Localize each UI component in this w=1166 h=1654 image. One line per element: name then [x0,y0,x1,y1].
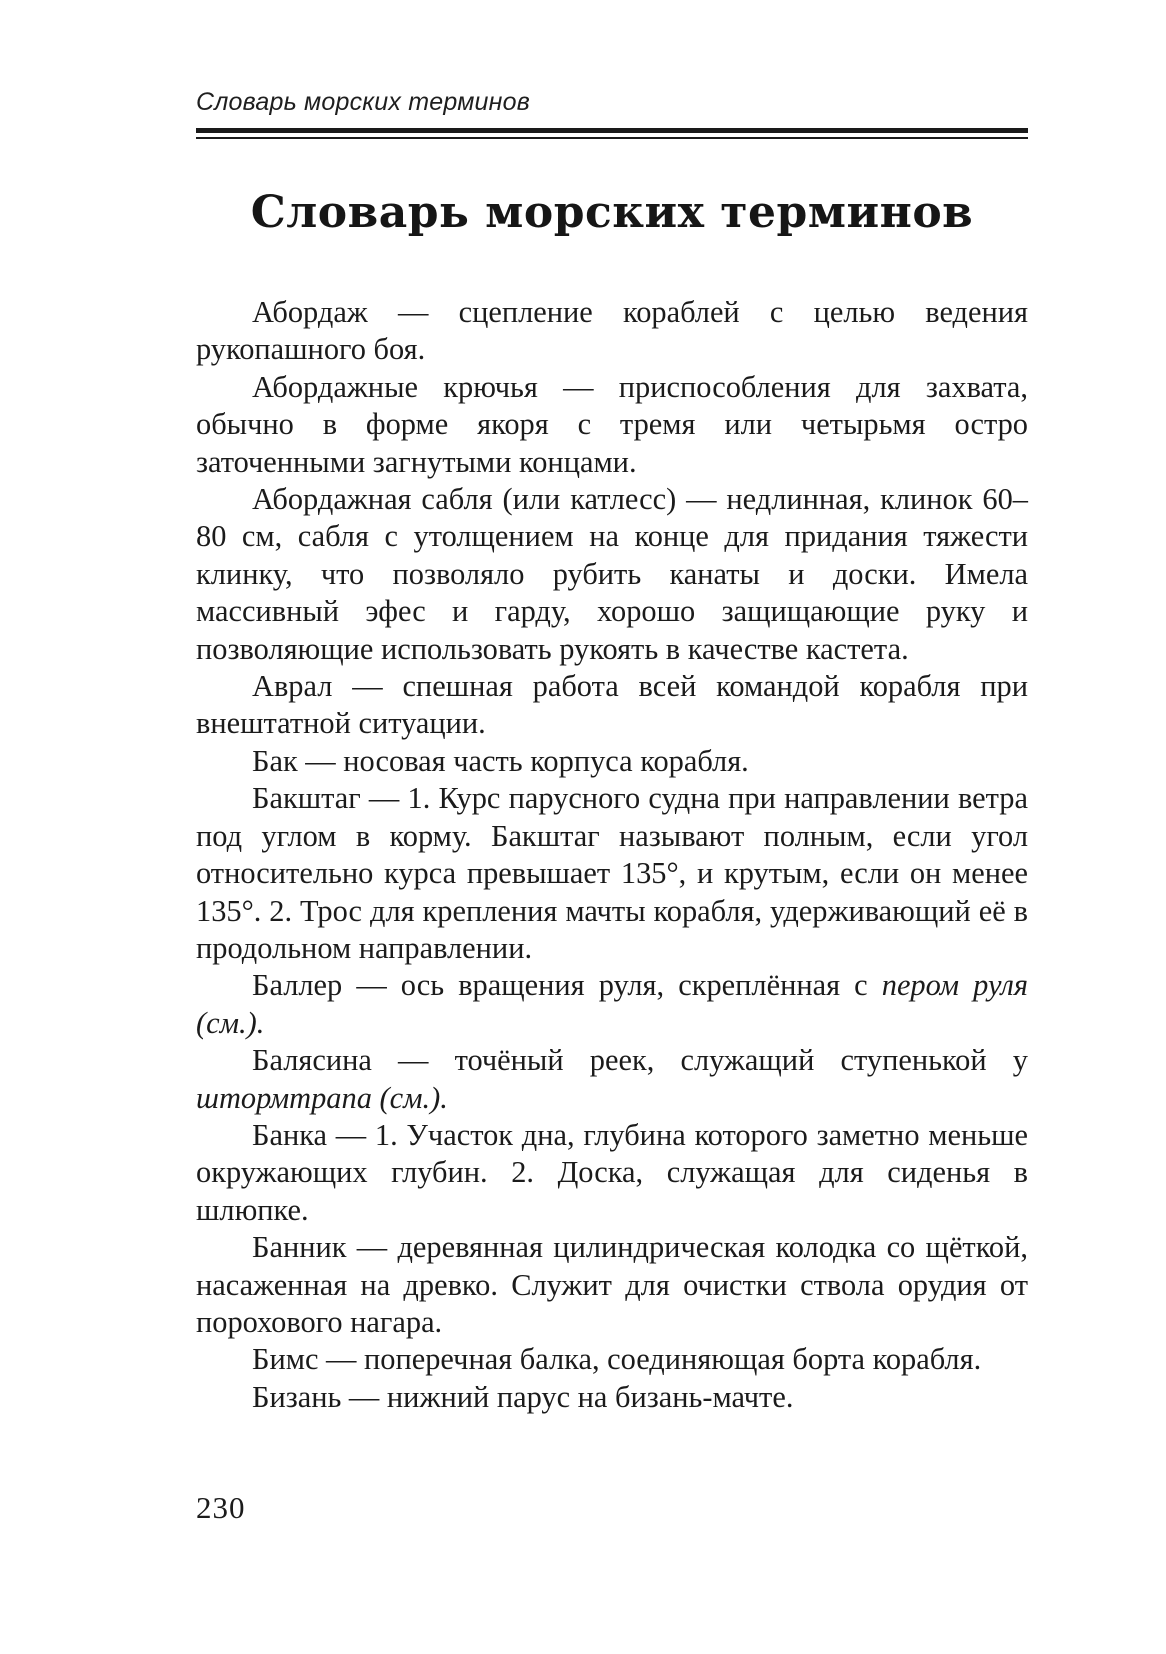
glossary-entry [196,1341,1028,1378]
glossary-entry [196,668,1028,743]
entry-text: Бизань — нижний парус на бизань-мачте. [252,1379,794,1414]
entry-text: Балясина — точёный реек, служащий ступенькой у [252,1043,1028,1078]
glossary-entry [196,743,1028,780]
glossary-entry [196,1117,1028,1229]
entry-text: Бимс — поперечная балка, соединяющая борта корабля. [252,1342,982,1377]
entry-text: Абордажная сабля (или катлесс) — недлинная, клинок 60–80 см, сабля с утолщением на конце для придания тяжести клинку, что позволяло рубить канаты и доски. Имела массивный эфес и гарду, хорошо защищающие руку и позволяющие использовать рукоять в качестве кастета. [196,482,1028,666]
glossary-entry [196,1379,1028,1416]
header-rule-thick [196,128,1028,133]
glossary-entry [196,369,1028,481]
glossary-entry [196,1229,1028,1341]
glossary-entry [196,780,1028,967]
glossary-entry [196,1042,1028,1117]
glossary-entries [196,294,1028,1416]
entry-text: Баллер — ось вращения руля, скреплённая с [252,968,882,1003]
entry-text: Банка — 1. Участок дна, глубина которого заметно меньше окружающих глубин. 2. Доска, служащая для сиденья в шлюпке. [196,1117,1028,1227]
entry-text: Абордаж — сцепление кораблей с целью ведения рукопашного боя. [196,295,1028,367]
page-number: 230 [196,1490,246,1525]
cross-reference: штормтрапа (см.). [196,1080,448,1115]
glossary-entry [196,294,1028,369]
entry-text: Абордажные крючья — приспособления для захвата, обычно в форме якоря с тремя или четырьмя остро заточенными загнутыми концами. [196,369,1028,479]
entry-text: Бакштаг — 1. Курс парусного судна при направлении ветра под углом в корму. Бакштаг называют полным, если угол относительно курса превышает 135°, и крутым, если он менее 135°. 2. Трос для крепления мачты корабля, удерживающий её в продольном направлении. [196,781,1028,965]
entry-text: Аврал — спешная работа всей командой корабля при внештатной ситуации. [196,669,1028,741]
glossary-entry [196,967,1028,1042]
running-head: Словарь морских терминов [196,88,530,116]
entry-text: Бак — носовая часть корпуса корабля. [252,743,749,778]
entry-text: Банник — деревянная цилиндрическая колодка со щёткой, насаженная на древко. Служит для очистки ствола орудия от порохового нагара. [196,1230,1028,1339]
cross-reference: пером руля (см.). [196,968,1029,1040]
header-rule-thin [196,137,1028,139]
glossary-entry [196,481,1028,668]
chapter-title: Словарь морских терминов [250,187,974,239]
